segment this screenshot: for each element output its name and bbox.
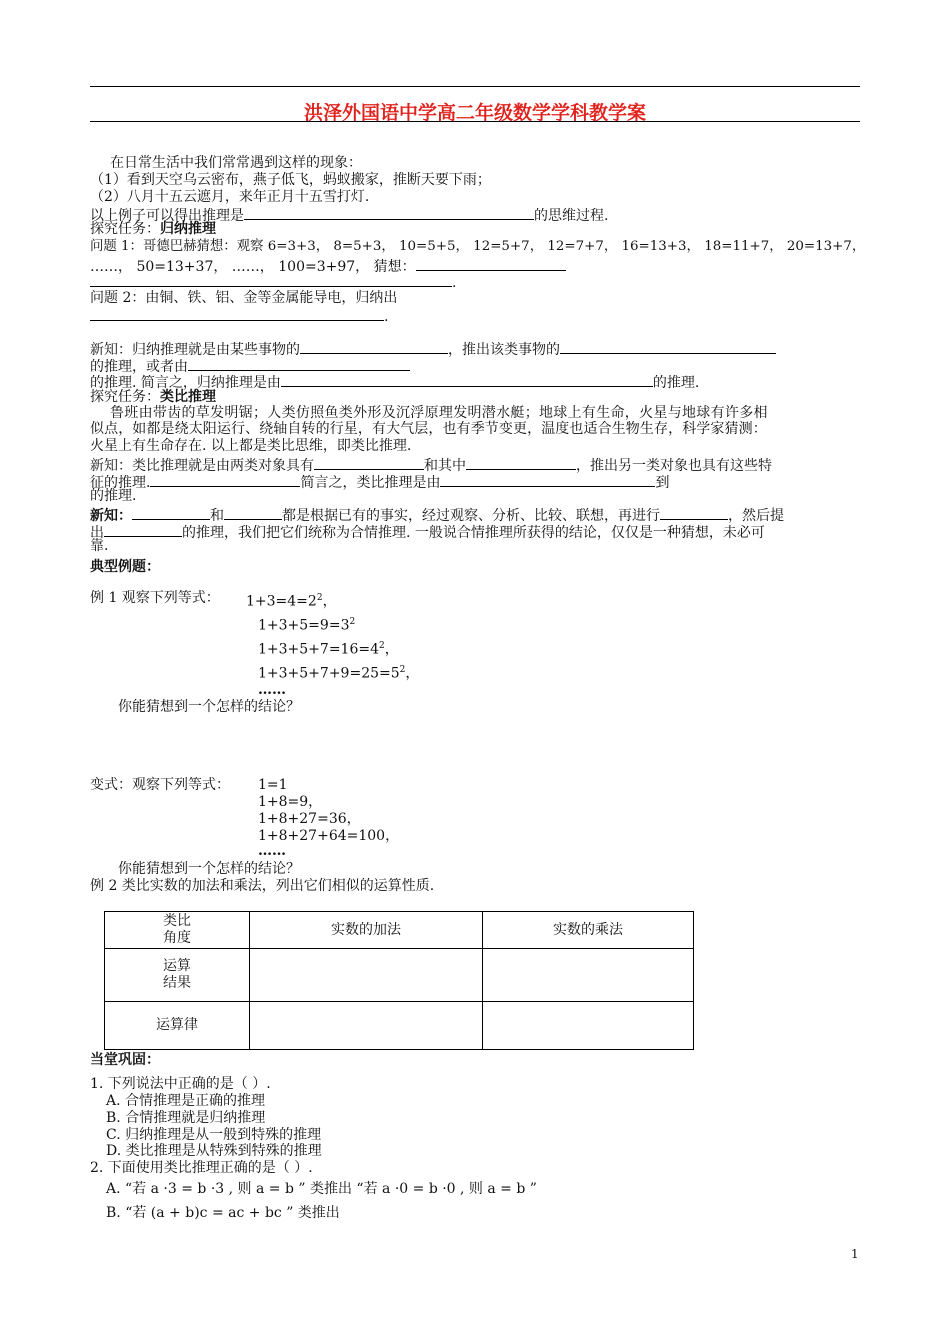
blank[interactable] — [104, 522, 182, 537]
equation-line — [246, 590, 337, 611]
corner-label-1: 类比 — [163, 913, 191, 929]
intro-line-2: （1）看到天空乌云密布，燕子低飞，蚂蚁搬家，推断天要下雨； — [90, 172, 491, 188]
table-header-multiplication: 实数的乘法 — [483, 912, 694, 949]
equation-base: 2 — [307, 593, 317, 610]
table-header-addition: 实数的加法 — [250, 912, 483, 949]
variant-question: 你能猜想到一个怎样的结论？ — [118, 861, 300, 877]
nk1-text-e: 的推理. — [652, 375, 700, 391]
paragraph-line-1: 鲁班由带齿的草发明锯；人类仿照鱼类外形及沉浮原理发明潜水艇；地球上有生命，火星与地球有许多相 — [110, 405, 768, 421]
task-prefix: 探究任务： — [90, 221, 160, 237]
nk1-text-c: 的推理，或者由 — [90, 359, 188, 375]
nk1-text-d: 的推理. 简言之，归纳推理是由 — [90, 375, 281, 391]
blank[interactable] — [244, 205, 534, 220]
question-1-text: ……， 50=13+37， ……， 100=3+97， 猜想： — [90, 259, 416, 275]
nk3-text-a: 和 — [210, 508, 224, 524]
blank[interactable] — [660, 505, 728, 520]
equation-base: 5 — [390, 665, 400, 682]
practice-option[interactable]: C. 归纳推理是从一般到特殊的推理 — [106, 1127, 322, 1143]
new-knowledge-3-line-2 — [90, 522, 765, 542]
intro-text-end: 的思维过程. — [534, 208, 609, 224]
row-label-1: 运算 — [163, 958, 191, 974]
ellipsis: …… — [258, 682, 286, 698]
period: . — [452, 275, 457, 291]
new-knowledge-2-line-2 — [90, 472, 669, 492]
table-row-label — [105, 949, 250, 1002]
variant-line: 1+8+27=36， — [258, 811, 361, 827]
equation-text: 1+3+5=9= — [258, 617, 341, 634]
blank[interactable] — [314, 455, 424, 470]
equation-line — [258, 614, 355, 635]
nk3-text-e: 的推理，我们把它们统称为合情推理. 一般说合情推理所获得的结论，仅仅是一种猜想，未必可 — [182, 525, 765, 541]
nk2-text-e: 简言之，类比推理是由 — [300, 475, 441, 491]
table-cell[interactable] — [483, 949, 694, 1002]
question-1-line-3 — [90, 272, 456, 292]
blank[interactable] — [440, 472, 655, 487]
nk3-text-b: 都是根据已有的事实，经过观察、分析、比较、联想，再进行 — [282, 508, 660, 524]
variant-line: 1+8=9， — [258, 794, 323, 810]
equation-text: 1+3+5+7=16= — [258, 641, 371, 658]
table-cell[interactable] — [250, 949, 483, 1002]
table-row — [105, 1002, 694, 1050]
nk1-text-b: ，推出该类事物的 — [448, 342, 560, 358]
equation-exponent: 2 — [379, 641, 385, 651]
example-1-label: 例 1 观察下列等式： — [90, 590, 220, 606]
example-1-question: 你能猜想到一个怎样的结论？ — [118, 699, 300, 715]
corner-label-2: 角度 — [163, 930, 191, 946]
practice-heading: 当堂巩固： — [90, 1052, 160, 1068]
task-prefix: 探究任务： — [90, 389, 160, 405]
practice-question-2: 2. 下面使用类比推理正确的是（ ）. — [90, 1160, 313, 1176]
equation-line — [258, 662, 419, 683]
blank[interactable] — [416, 256, 566, 271]
top-rule — [90, 86, 860, 87]
intro-text: 以上例子可以得出推理是 — [90, 208, 244, 224]
blank[interactable] — [224, 505, 282, 520]
practice-option[interactable]: A. 合情推理是正确的推理 — [106, 1093, 266, 1109]
equation-tail: ， — [322, 593, 337, 610]
nk1-text-a: 新知：归纳推理就是由某些事物的 — [90, 342, 300, 358]
equation-text: 1+3=4= — [246, 593, 308, 610]
variant-label: 变式：观察下列等式： — [90, 777, 230, 793]
question-2-line-1: 问题 2：由铜、铁、铝、金等金属能导电，归纳出 — [90, 290, 398, 306]
equation-tail: ， — [384, 641, 399, 658]
examples-heading: 典型例题： — [90, 559, 160, 575]
equation-tail: ， — [405, 665, 420, 682]
comparison-table — [104, 911, 694, 1050]
table-cell[interactable] — [250, 1002, 483, 1050]
equation-line — [258, 638, 399, 659]
title-underline — [90, 121, 860, 122]
practice-option[interactable]: D. 类比推理是从特殊到特殊的推理 — [106, 1143, 322, 1159]
table-header-row — [105, 912, 694, 949]
task-analogy — [90, 389, 216, 406]
nk3-text-d: 出 — [90, 525, 104, 541]
table-row — [105, 949, 694, 1002]
table-corner-cell — [105, 912, 250, 949]
equation-base: 4 — [370, 641, 380, 658]
nk3-text-c: ，然后提 — [728, 508, 784, 524]
blank[interactable] — [300, 339, 448, 354]
equation-exponent: 2 — [349, 617, 356, 627]
nk3-label: 新知： — [90, 508, 132, 524]
practice-option[interactable]: A. “若 a ·3 = b ·3 , 则 a = b ” 类推出 “若 a ·0 = b ·0 , 则 a = b ” — [106, 1181, 537, 1197]
blank[interactable] — [132, 505, 210, 520]
practice-option[interactable]: B. 合情推理就是归纳推理 — [106, 1110, 266, 1126]
page-title: 洪泽外国语中学高二年级数学学科教学案 — [303, 102, 646, 124]
equation-exponent: 2 — [316, 593, 323, 603]
row-label-2: 结果 — [163, 975, 191, 991]
blank[interactable] — [90, 272, 452, 287]
blank[interactable] — [466, 455, 576, 470]
task-name: 归纳推理 — [160, 221, 216, 237]
period: . — [384, 309, 389, 325]
paragraph-line-2: 似点，如都是绕太阳运行、绕轴自转的行星，有大气层，也有季节变更，温度也适合生物生存，科学家猜测： — [90, 421, 767, 437]
blank[interactable] — [150, 472, 300, 487]
example-2-label: 例 2 类比实数的加法和乘法，列出它们相似的运算性质. — [90, 878, 435, 894]
nk2-text-f: 到 — [655, 475, 670, 491]
nk2-text-b: 和其中 — [424, 458, 466, 474]
blank[interactable] — [90, 306, 384, 321]
nk2-text-a: 新知：类比推理就是由两类对象具有 — [90, 458, 314, 474]
new-knowledge-3-line-3: 靠. — [90, 538, 109, 554]
task-inductive — [90, 221, 216, 238]
variant-line: 1+8+27+64=100， — [258, 828, 400, 844]
task-name: 类比推理 — [160, 389, 216, 405]
table-row-label: 运算律 — [105, 1002, 250, 1050]
practice-option[interactable]: B. “若 (a + b)c = ac + bc ” 类推出 — [106, 1205, 340, 1221]
intro-line-1: 在日常生活中我们常常遇到这样的现象： — [110, 155, 362, 171]
equation-text: 1+3+5+7+9=25= — [258, 665, 391, 682]
blank[interactable] — [188, 356, 410, 371]
equation-base: 3 — [340, 617, 350, 634]
paragraph-line-3: 火星上有生命存在. 以上都是类比思维，即类比推理. — [90, 438, 412, 454]
ellipsis: …… — [258, 843, 286, 859]
table-cell[interactable] — [483, 1002, 694, 1050]
nk2-text-d: 征的推理. — [90, 475, 151, 491]
blank[interactable] — [560, 339, 776, 354]
question-1-line-1: 问题 1：哥德巴赫猜想：观察 6=3+3， 8=5+3， 10=5+5， 12=5+7， 12=7+7， 16=13+3， 18=11+7， 20=13+7， — [90, 239, 866, 254]
page-number: 1 — [851, 1247, 859, 1261]
blank[interactable] — [281, 372, 653, 387]
new-knowledge-2-line-3: 的推理. — [90, 488, 137, 504]
variant-line: 1=1 — [258, 777, 288, 793]
practice-question-1: 1. 下列说法中正确的是（ ）. — [90, 1076, 271, 1092]
equation-exponent: 2 — [399, 665, 406, 675]
intro-line-3: （2）八月十五云遮月，来年正月十五雪打灯. — [90, 189, 370, 205]
question-2-line-2 — [90, 306, 388, 326]
nk2-text-c: ，推出另一类对象也具有这些特 — [576, 458, 772, 474]
